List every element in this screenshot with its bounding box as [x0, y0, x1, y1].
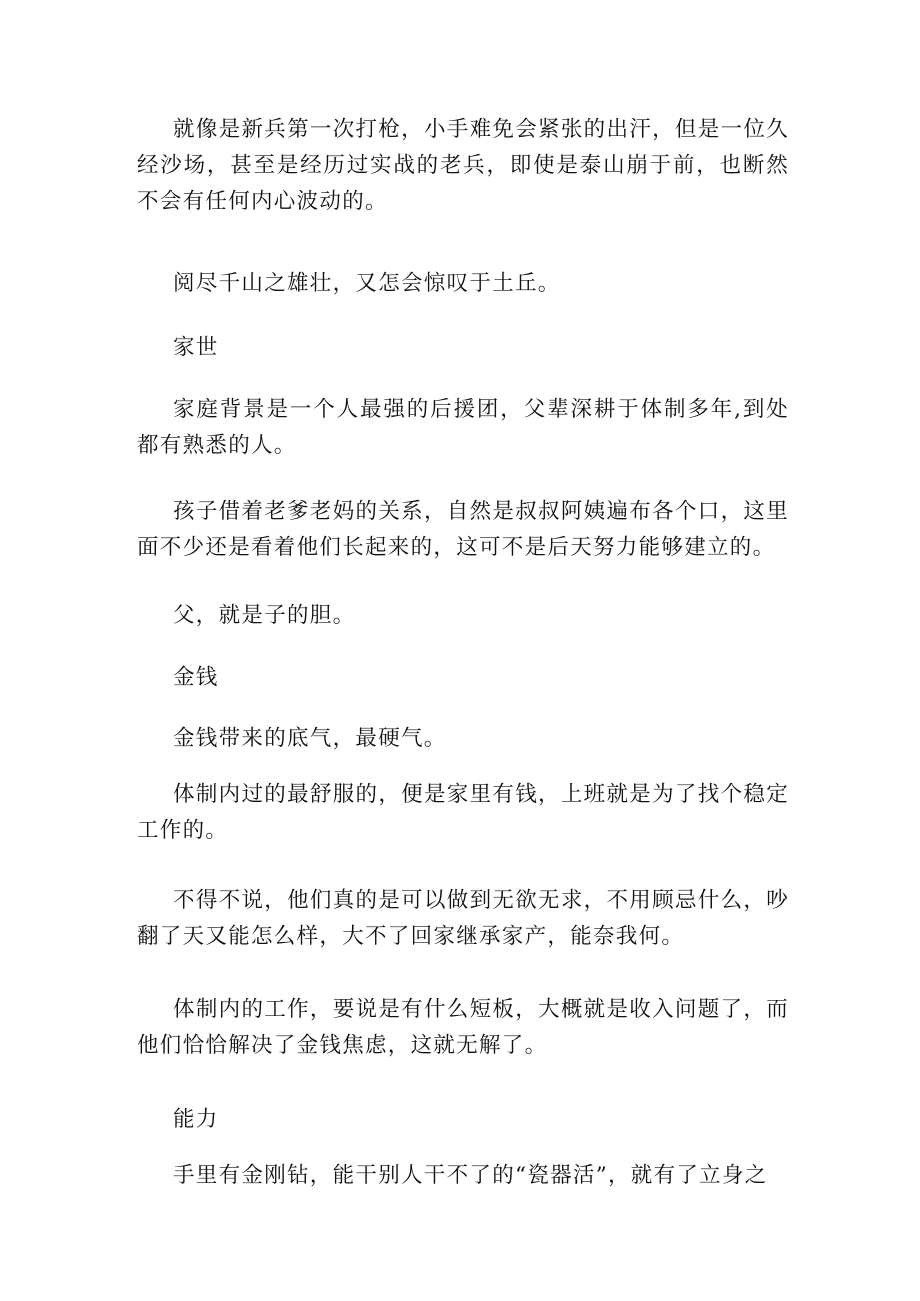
- heading-family-background: 家世: [173, 335, 219, 360]
- paragraph-family-support: 家庭背景是一个人最强的后援团，父辈深耕于体制多年,到处都有熟悉的人。: [137, 397, 789, 458]
- heading-ability: 能力: [173, 1107, 219, 1132]
- paragraph-money-confidence: 金钱带来的底气，最硬气。: [173, 726, 447, 751]
- paragraph-father-courage: 父，就是子的胆。: [173, 603, 356, 628]
- paragraph-income-issue: 体制内的工作，要说是有什么短板，大概就是收入问题了，而他们恰恰解决了金钱焦虑，这就无解了。: [137, 997, 789, 1058]
- paragraph-no-desires: 不得不说，他们真的是可以做到无欲无求，不用顾忌什么，吵翻了天又能怎么样，大不了回家继承家产，能奈我何。: [137, 888, 789, 949]
- paragraph-parents-connections: 孩子借着老爹老妈的关系，自然是叔叔阿姨遍布各个口，这里面不少还是看着他们长起来的，这可不是后天努力能够建立的。: [137, 499, 789, 560]
- paragraph-skill: 手里有金刚钻，能干别人干不了的“瓷器活”，就有了立身之: [173, 1163, 768, 1188]
- paragraph-mountains: 阅尽千山之雄壮，又怎会惊叹于土丘。: [173, 271, 561, 296]
- paragraph-veteran-analogy: 就像是新兵第一次打枪，小手难免会紧张的出汗，但是一位久经沙场，甚至是经历过实战的老兵，即使是泰山崩于前，也断然不会有任何内心波动的。: [137, 117, 789, 214]
- paragraph-wealthy-family: 体制内过的最舒服的，便是家里有钱，上班就是为了找个稳定工作的。: [137, 782, 789, 843]
- heading-money: 金钱: [173, 665, 219, 690]
